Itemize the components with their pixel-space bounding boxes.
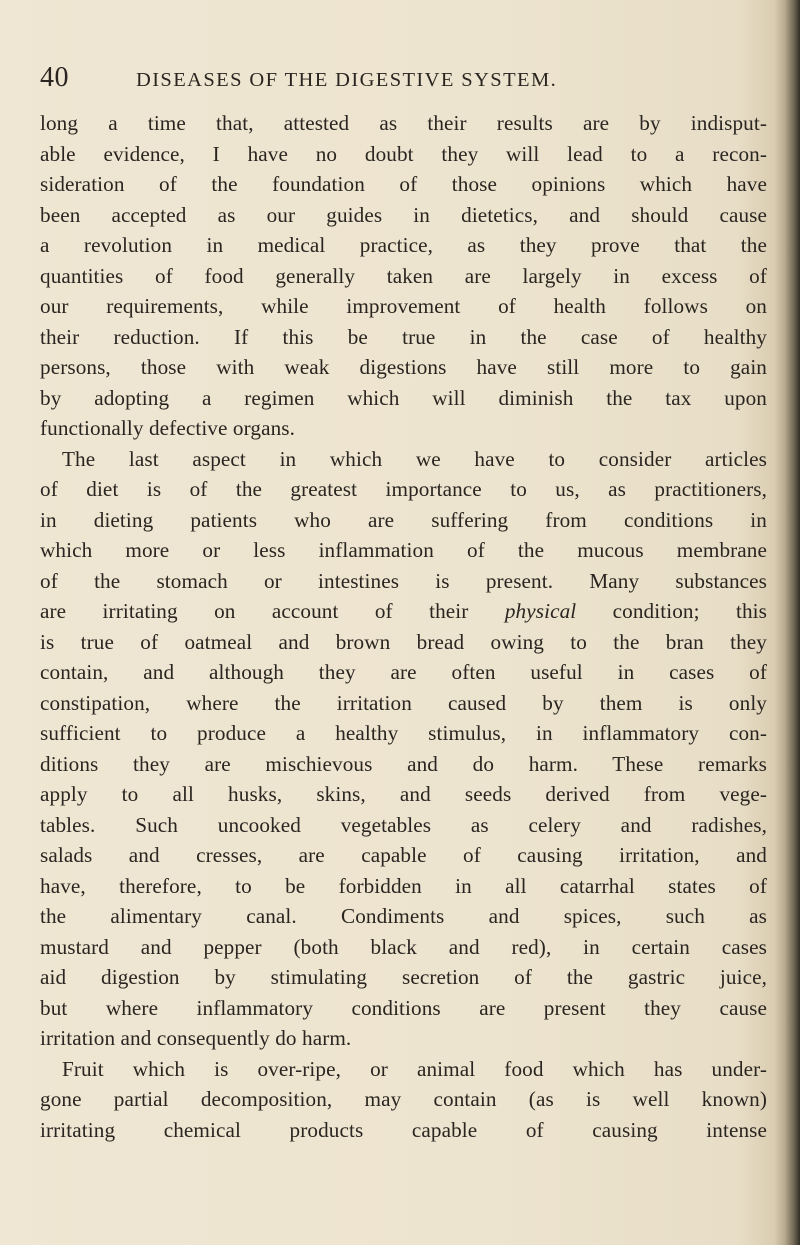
text-line: salads and cresses, are capable of causing irritation, and <box>40 843 767 867</box>
text-line: in dieting patients who are suffering from conditions in <box>40 507 767 532</box>
text-line: sufficient to produce a healthy stimulus, in inflammatory con- <box>40 721 767 745</box>
text-segment: are irritating on account of their <box>40 599 505 623</box>
text-line: tables. Such uncooked vegetables as celery and radishes, <box>40 812 767 837</box>
text-line: quantities of food generally taken are largely in excess of <box>40 263 767 288</box>
text-line: of diet is of the greatest importance to us, as practitioners, <box>40 477 767 501</box>
text-line: which more or less inflammation of the mucous membrane <box>40 538 767 562</box>
text-line: persons, those with weak digestions have still more to gain <box>40 355 767 379</box>
text-line: ditions they are mischievous and do harm. These remarks <box>40 751 767 776</box>
text-line: their reduction. If this be true in the case of healthy <box>40 324 767 349</box>
text-line: the alimentary canal. Condiments and spices, such as <box>40 904 767 928</box>
text-line: able evidence, I have no doubt they will lead to a recon- <box>40 141 767 166</box>
text-line: gone partial decomposition, may contain (as is well known) <box>40 1087 767 1111</box>
text-line: The last aspect in which we have to consider articles <box>62 446 767 471</box>
text-line: been accepted as our guides in dietetics, and should cause <box>40 202 767 227</box>
text-line: our requirements, while improvement of health follows on <box>40 294 767 318</box>
text-line: functionally defective organs. <box>40 416 296 440</box>
text-line: contain, and although they are often useful in cases of <box>40 660 767 684</box>
text-line: constipation, where the irritation caused by them is only <box>40 690 767 715</box>
running-head: DISEASES OF THE DIGESTIVE SYSTEM. <box>136 69 558 91</box>
text-line-with-italic <box>40 596 767 627</box>
body-text <box>40 108 767 1145</box>
text-line: mustard and pepper (both black and red), in certain cases <box>40 934 767 959</box>
italic-word: physical <box>504 599 577 623</box>
page-header <box>40 62 760 98</box>
text-line: a revolution in medical practice, as they prove that the <box>40 233 767 257</box>
text-line: irritation and consequently do harm. <box>40 1026 352 1050</box>
page-number: 40 <box>40 62 69 93</box>
text-line: but where inflammatory conditions are present they cause <box>40 995 767 1020</box>
text-line: have, therefore, to be forbidden in all catarrhal states of <box>40 873 767 898</box>
text-line: by adopting a regimen which will diminish the tax upon <box>40 385 767 410</box>
text-line: sideration of the foundation of those opinions which have <box>40 172 767 196</box>
text-line: of the stomach or intestines is present. Many substances <box>40 568 767 593</box>
text-line: apply to all husks, skins, and seeds derived from vege- <box>40 782 767 806</box>
text-line: long a time that, attested as their results are by indisput- <box>40 111 767 135</box>
text-line: Fruit which is over-ripe, or animal food which has under- <box>62 1056 767 1081</box>
text-line: is true of oatmeal and brown bread owing to the bran they <box>40 629 767 654</box>
text-segment: condition; this <box>576 599 767 623</box>
text-line: irritating chemical products capable of causing intense <box>40 1117 767 1142</box>
page-edge-shadow <box>774 0 800 1245</box>
text-line: aid digestion by stimulating secretion of the gastric juice, <box>40 965 767 989</box>
